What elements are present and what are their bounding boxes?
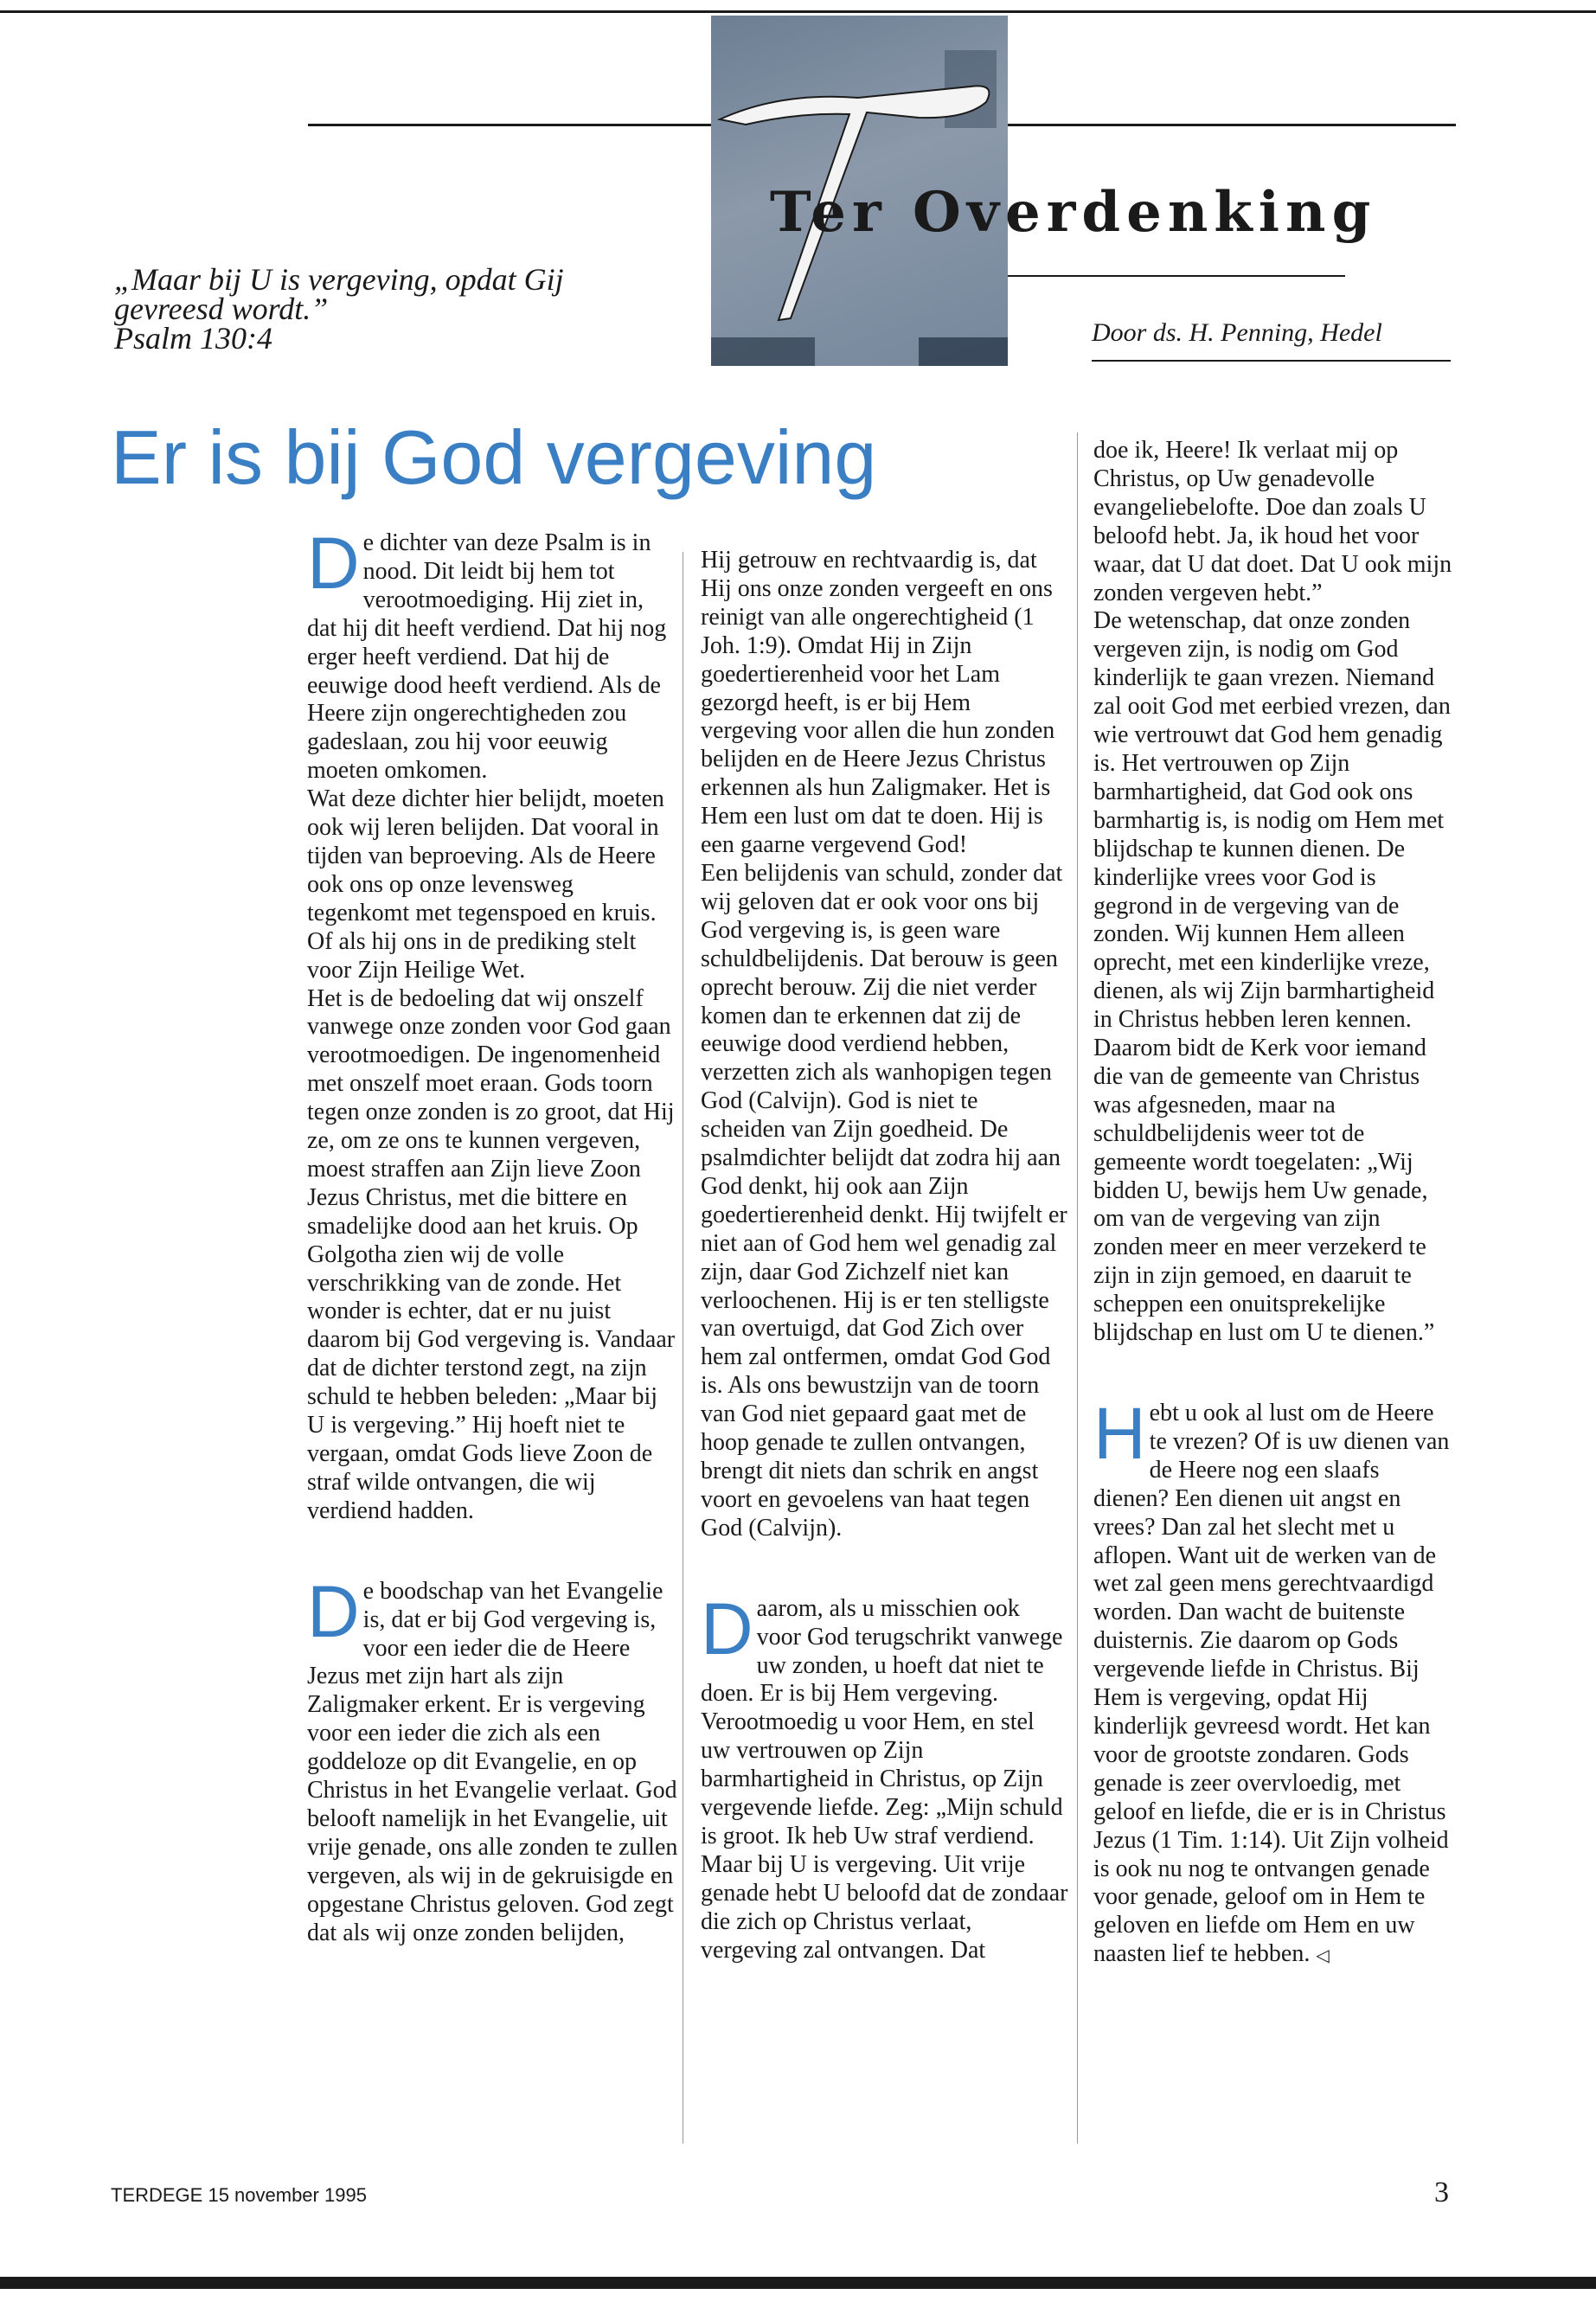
- drop-cap: D: [307, 1570, 360, 1652]
- article-column-2: [701, 547, 1068, 1965]
- scripture-quote: [114, 262, 564, 356]
- end-mark-icon: ◁: [1316, 1946, 1330, 1966]
- paragraph: De dichter van deze Psalm is in nood. Dit leidt bij hem tot verootmoediging. Hij ziet in, dat hij dit heeft verdiend. Dat hij nog erger heeft verdiend. Dat hij de eeuwige dood heeft verdiend. Als de Heere zijn ongerechtigheden zou gadeslaan, zou hij voor eeuwig moeten omkomen.: [307, 522, 667, 785]
- section-title: Ter Overdenking: [770, 180, 1377, 245]
- paragraph: Een belijdenis van schuld, zonder dat wij geloven dat er ook voor ons bij God vergeving is, is geen ware schuldbelijdenis. Dat berouw is geen oprecht berouw. Zij die niet verder komen dan te erkennen dat zij de eeuwige dood verdiend hebben, verzetten zich als wanhopigen tegen God (Calvijn). God is niet te scheiden van Zijn goedheid. De psalmdichter belijdt dat zodra hij aan God denkt, hij ook aan Zijn goedertierenheid denkt. Hij twijfelt er niet aan of God hem wel genadig zal zijn, daar God Zichzelf niet kan verloochenen. Hij is er ten stelligste van overtuigd, dat God Zich over hem zal ontfermen, omdat God God is. Als ons bewustzijn van de toorn van God niet gepaard gaat met de hoop genade te zullen ontvangen, brengt dit niets dan schrik en angst voort en gevoelens van haat tegen God (Calvijn).: [701, 859, 1067, 1541]
- article-headline: Er is bij God vergeving: [111, 414, 877, 500]
- paragraph: Hij getrouw en rechtvaardig is, dat Hij ons onze zonden vergeeft en ons reinigt van alle ongerechtigheid (1 Joh. 1:9). Omdat Hij in Zijn goedertierenheid voor het Lam gezorgd heeft, is er bij Hem vergeving voor allen die hun zonden belijden en de Heere Jezus Christus erkennen als hun Zaligmaker. Het is Hem een lust om dat te doen. Hij is een gaarne vergevend God!: [701, 547, 1055, 859]
- column-divider-2: [1077, 433, 1078, 2144]
- article-column-1: [307, 522, 679, 1948]
- header-rule-left: [308, 124, 711, 126]
- paragraph: Hebt u ook al lust om de Heere te vrezen? Of is uw dienen van de Heere nog een slaafs dienen? Een dienen uit angst en vrees? Dan zal het slecht met u aflopen. Want uit de werken van de wet zal geen mens gerechtvaardigd worden. Dan wacht de buitenste duisternis. Zie daarom op Gods vergevende liefde in Christus. Bij Hem is vergeving, opdat Hij kinderlijk gevreesd wordt. Het kan voor de grootste zondaren. Gods genade is zeer overvloedig, met geloof en liefde, die er is in Christus Jezus (1 Tim. 1:14). Uit Zijn volheid is ook nu nog te ontvangen genade voor genade, geloof om in Hem te geloven en liefde om Hem en uw naasten lief te hebben. ◁: [1093, 1393, 1450, 1968]
- paragraph: doe ik, Heere! Ik verlaat mij op Christus, op Uw genadevolle evangeliebelofte. Doe dan zoals U beloofd hebt. Ja, ik houd het voor waar, dat U dat doet. Dat U ook mijn zonden vergeven hebt.”: [1093, 437, 1452, 606]
- paragraph: Wat deze dichter hier belijdt, moeten ook wij leren belijden. Dat vooral in tijden van beproeving. Als de Heere ook ons op onze levensweg tegenkomt met tegenspoed en kruis. Of als hij ons in de prediking stelt voor Zijn Heilige Wet.: [307, 785, 664, 984]
- paragraph: Daarom bidt de Kerk voor iemand die van de gemeente van Christus was afgesneden, maar na schuldbelijdenis weer tot de gemeente wordt toegelaten: „Wij bidden U, bewijs hem Uw genade, om van de vergeving van zijn zonden meer en meer verzekerd te zijn in zijn gemoed, en daaruit te scheppen een onuitsprekelijke blijdschap en lust om U te dienen.”: [1093, 1035, 1435, 1347]
- drop-cap: D: [307, 522, 360, 604]
- bottom-border: [0, 2277, 1596, 2289]
- byline: Door ds. H. Penning, Hedel: [1092, 318, 1382, 347]
- header-rule-right: [1008, 124, 1456, 126]
- quote-line-1: „Maar bij U is vergeving, opdat Gij: [114, 262, 564, 297]
- quote-line-2: gevreesd wordt.”: [114, 292, 329, 326]
- top-border: [0, 10, 1596, 13]
- paragraph: De boodschap van het Evangelie is, dat er bij God vergeving is, voor een ieder die de Heere Jezus met zijn hart als zijn Zaligmaker erkent. Er is vergeving voor een ieder die zich als een goddeloze op dit Evangelie, en op Christus in het Evangelie verlaat. God belooft namelijk in het Evangelie, uit vrije genade, ons alle zonden te zullen vergeven, als wij in de gekruisigde en opgestane Christus geloven. God zegt dat als wij onze zonden belijden,: [307, 1570, 678, 1946]
- paragraph: De wetenschap, dat onze zonden vergeven zijn, is nodig om God kinderlijk te gaan vrezen. Niemand zal ooit God met eerbied vrezen, dan wie vertrouwt dat God hem genadig is. Het vertrouwen op Zijn barmhartigheid, dat God ook ons barmhartig is, is nodig om Hem met blijdschap te kunnen dienen. De kinderlijke vrees voor God is gegrond in de vergeving van de zonden. Wij kunnen Hem alleen oprecht, met een kinderlijke vreze, dienen, als wij Zijn barmhartigheid in Christus hebben leren kennen.: [1093, 607, 1451, 1034]
- footer-publication: TERDEGE 15 november 1995: [111, 2184, 367, 2206]
- byline-rule: [1092, 360, 1451, 362]
- page-number: 3: [1434, 2176, 1449, 2208]
- drop-cap: D: [701, 1587, 753, 1670]
- article-column-3: [1093, 437, 1455, 1971]
- quote-reference: Psalm 130:4: [114, 321, 272, 356]
- drop-cap: H: [1093, 1393, 1146, 1474]
- paragraph: Het is de bedoeling dat wij onszelf vanwege onze zonden voor God gaan verootmoedigen. De ingenomenheid met onszelf moet eraan. Gods toorn tegen onze zonden is zo groot, dat Hij ze, om ze ons te kunnen vergeven, moest straffen aan Zijn lieve Zoon Jezus Christus, met die bittere en smadelijke dood aan het kruis. Op Golgotha zien wij de volle verschrikking van de zonde. Het wonder is echter, dat er nu juist daarom bij God vergeving is. Vandaar dat de dichter terstond zegt, na zijn schuld te hebben beleden: „Maar bij U is vergeving.” Hij hoeft niet te vergaan, omdat Gods lieve Zoon de straf wilde ontvangen, die wij verdiend hadden.: [307, 984, 676, 1524]
- paragraph: Daarom, als u misschien ook voor God terugschrikt vanwege uw zonden, u hoeft dat niet te doen. Er is bij Hem vergeving. Verootmoedig u voor Hem, en stel uw vertrouwen op Zijn barmhartigheid in Christus, op Zijn vergevende liefde. Zeg: „Mijn schuld is groot. Ik heb Uw straf verdiend. Maar bij U is vergeving. Uit vrije genade hebt U beloofd dat de zondaar die zich op Christus verlaat, vergeving zal ontvangen. Dat: [701, 1587, 1068, 1964]
